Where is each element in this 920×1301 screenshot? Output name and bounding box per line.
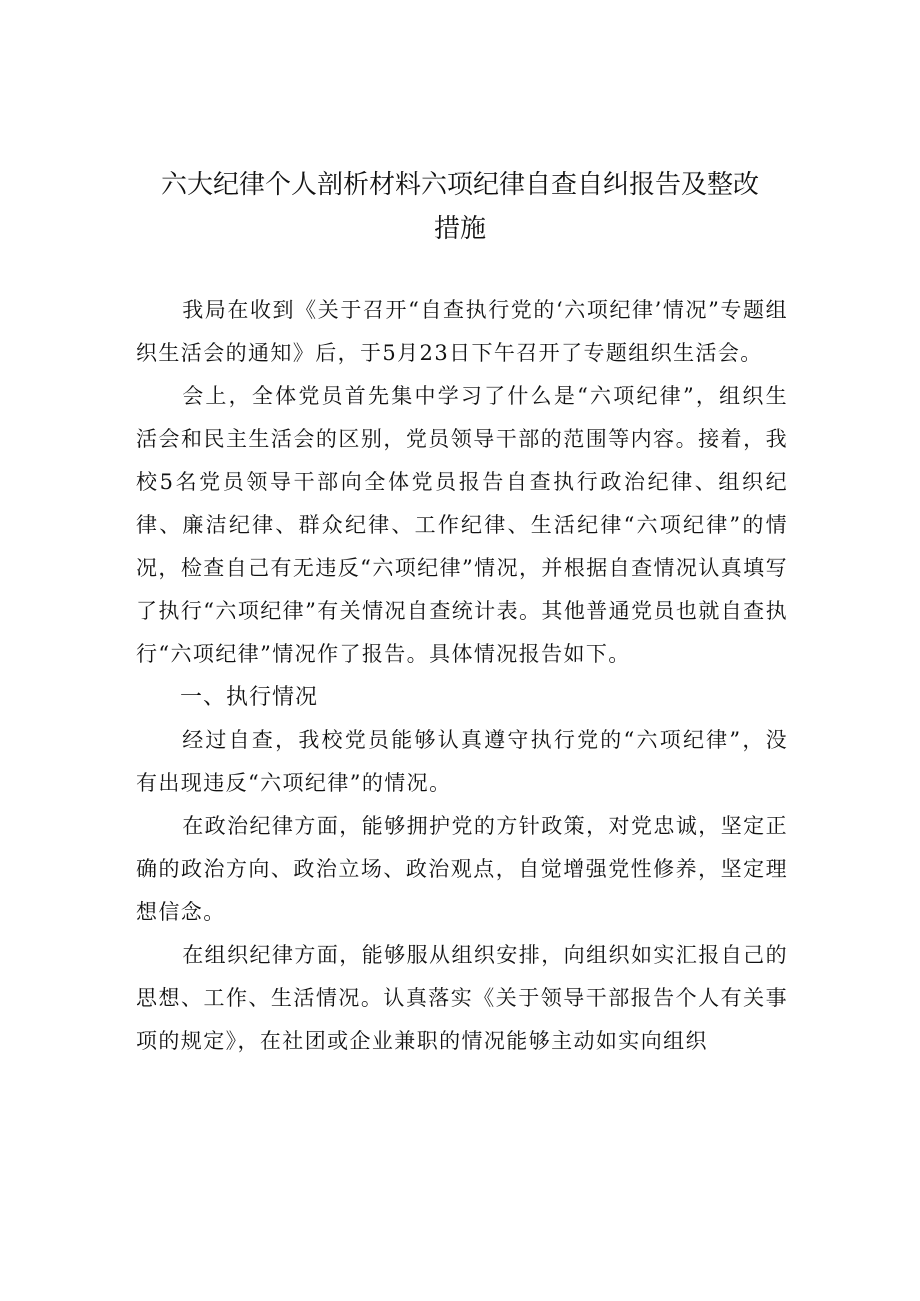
section-heading-execution: 一、执行情况 [180,685,319,710]
intro-paragraph-2: 会上，全体党员首先集中学习了什么是“六项纪律”，组织生活会和民主生活会的区别，党员领导干部的范围等内容。接着，我校5名党员领导干部向全体党员报告自查执行政治纪律、组织纪律、廉洁纪律、群众纪律、工作纪律、生活纪律“六项纪律”的情况，检查自己有无违反“六项纪律”情况，并根据自查情况认真填写了执行“六项纪律”有关情况自查统计表。其他普通党员也就自查执行“六项纪律”情况作了报告。具体情况报告如下。 [136,384,788,666]
document-body [136,289,788,1063]
document-title-line-2: 措施 [433,214,486,244]
document-title-line-1: 六大纪律个人剖析材料六项纪律自查自纠报告及整改 [160,170,759,200]
section-paragraph-1: 经过自查，我校党员能够认真遵守执行党的“六项纪律”，没有出现违反“六项纪律”的情况。 [136,728,788,795]
section-paragraph-2: 在政治纪律方面，能够拥护党的方针政策，对党忠诚，坚定正确的政治方向、政治立场、政治观点，自觉增强党性修养，坚定理想信念。 [136,814,788,924]
section-paragraph-3: 在组织纪律方面，能够服从组织安排，向组织如实汇报自己的思想、工作、生活情况。认真落实《关于领导干部报告个人有关事项的规定》，在社团或企业兼职的情况能够主动如实向组织 [136,943,788,1053]
intro-paragraph-1: 我局在收到《关于召开“自查执行党的‘六项纪律’情况”专题组织生活会的通知》后，于5月23日下午召开了专题组织生活会。 [136,298,788,365]
